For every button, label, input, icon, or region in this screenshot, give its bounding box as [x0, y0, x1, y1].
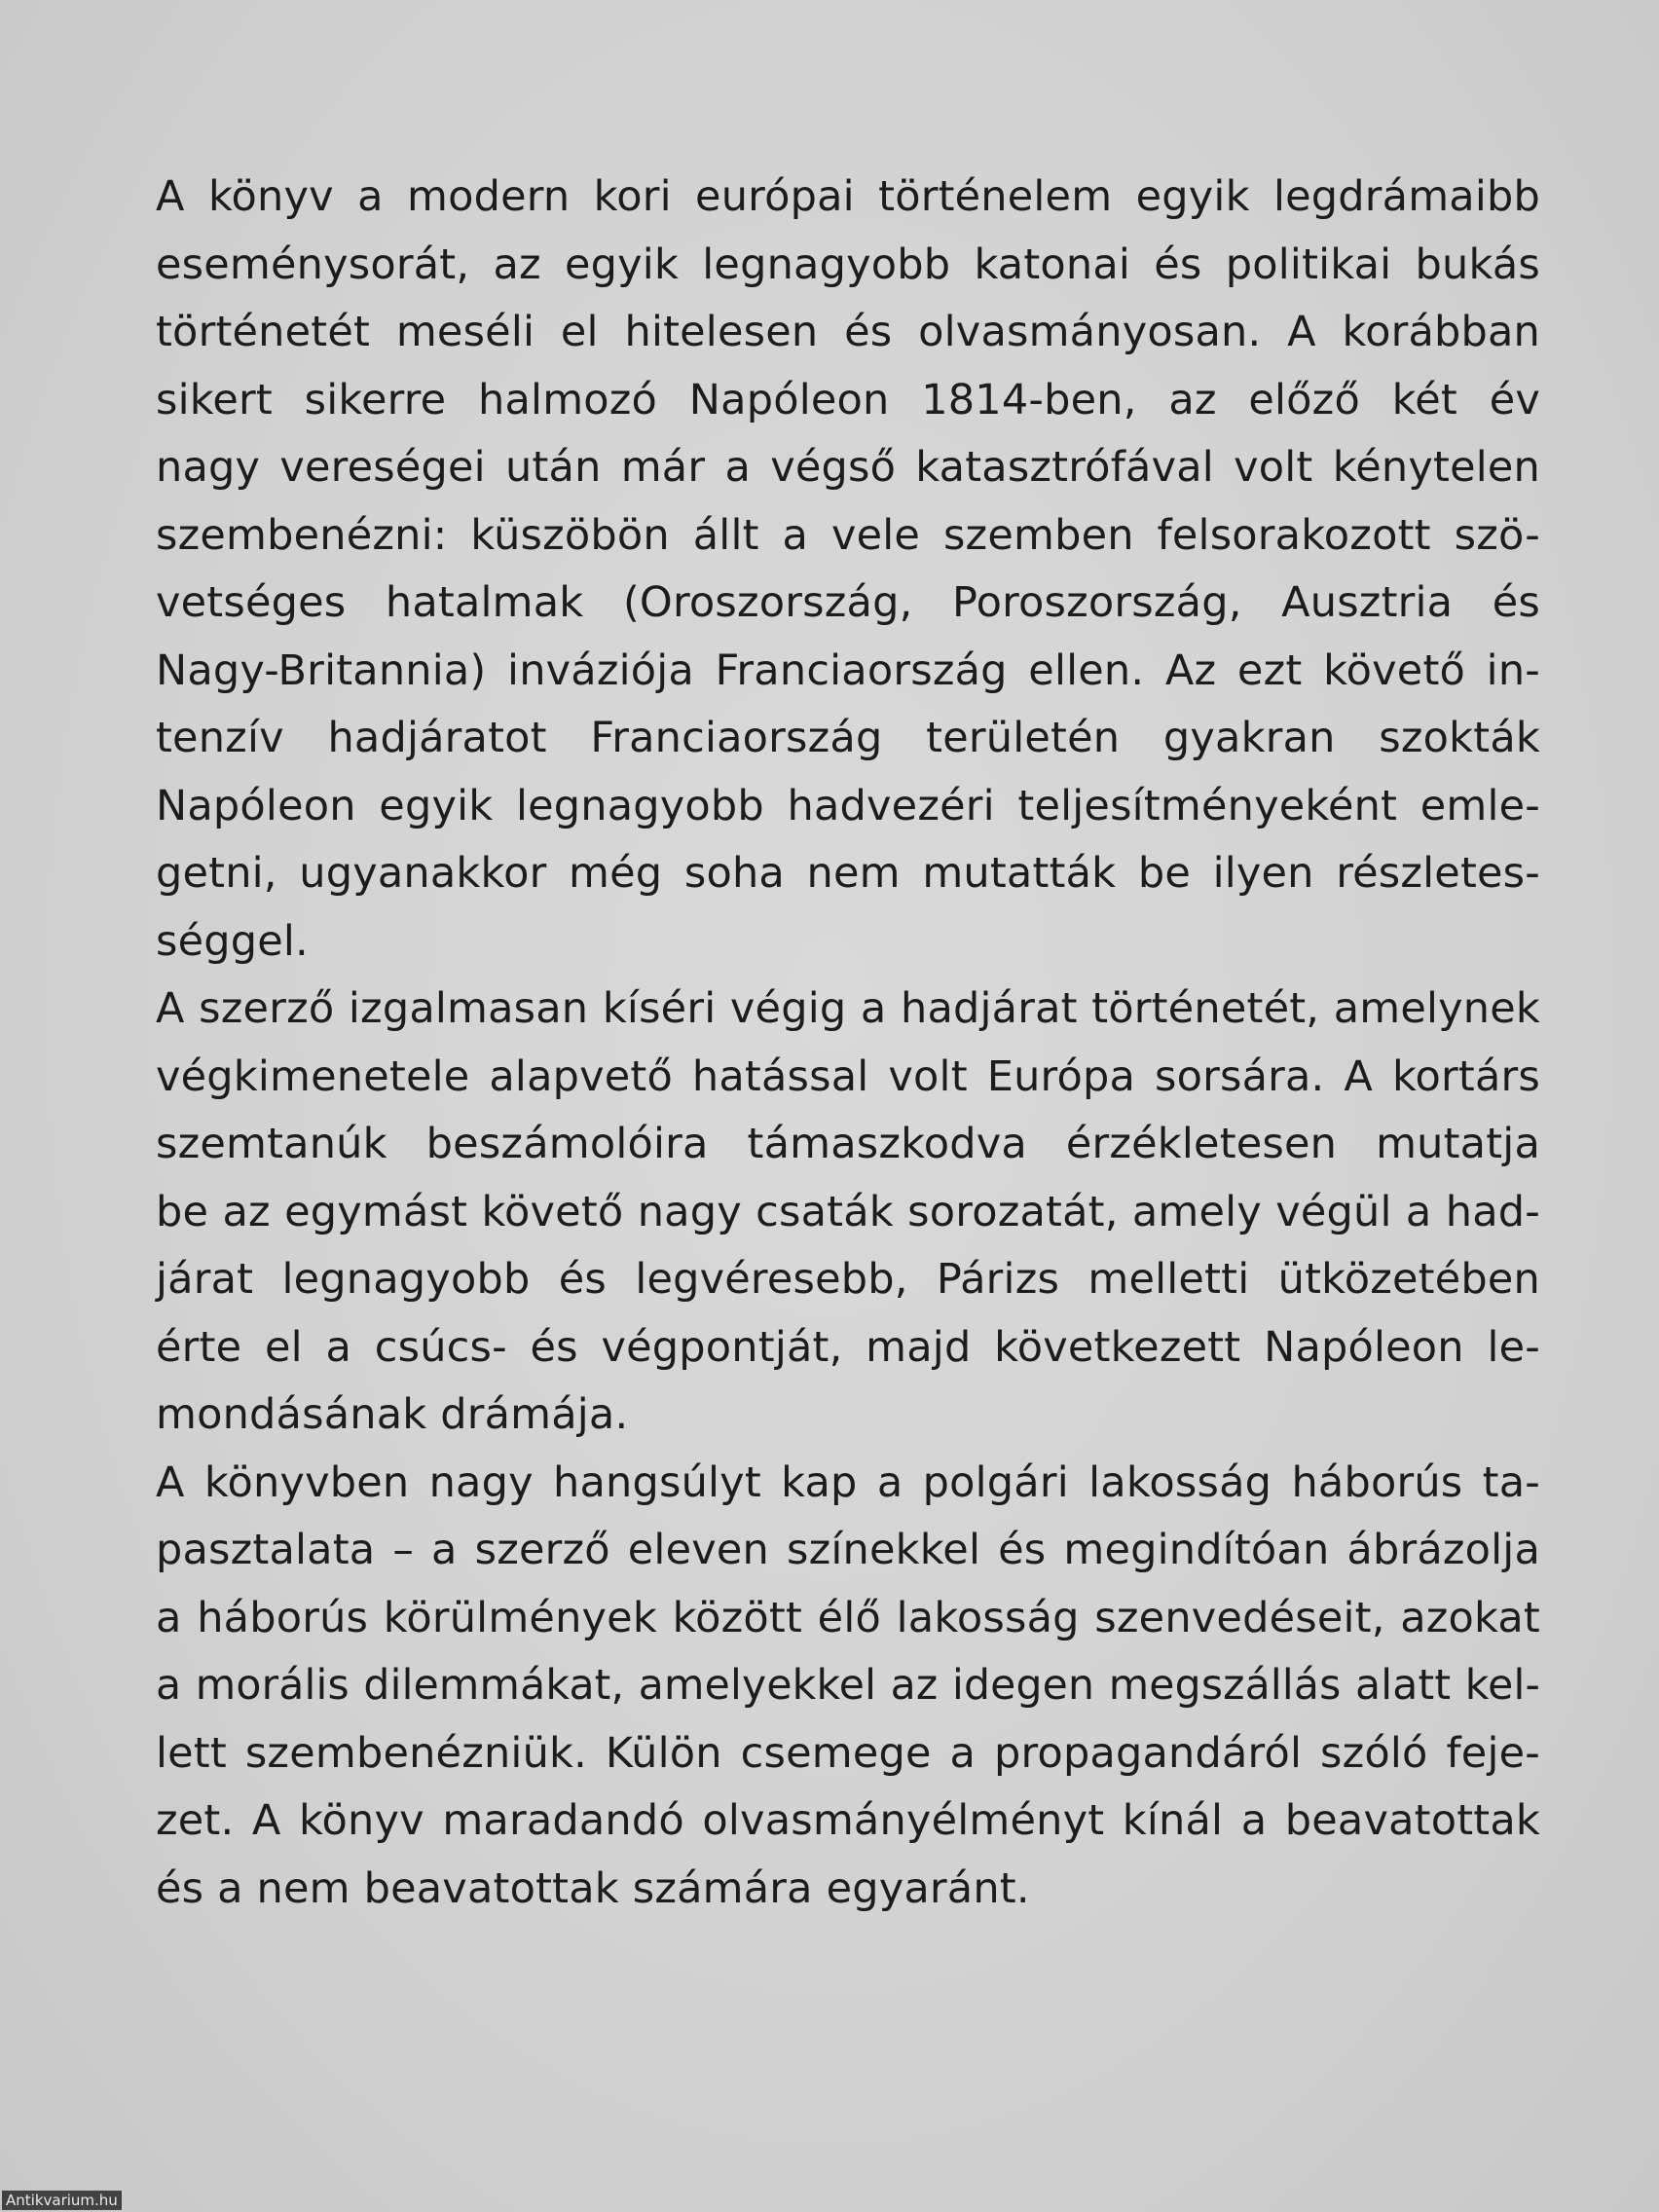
- text-line: zet. A könyv maradandó olvasmányélményt kínál a beavatottak: [156, 1796, 1540, 1845]
- watermark: Antikvarium.hu: [2, 2191, 122, 2210]
- paragraph-3: [156, 1450, 1540, 1924]
- text-line: szembenézni: küszöbön állt a vele szemben felsorakozott szö-: [156, 510, 1540, 560]
- text-line: nagy vereségei után már a végső katasztrófával volt kénytelen: [156, 443, 1540, 492]
- text-line: getni, ugyanakkor még soha nem mutatták be ilyen részletes-: [156, 849, 1540, 898]
- text-line: vetséges hatalmak (Oroszország, Poroszország, Ausztria és: [156, 578, 1540, 627]
- text-line: mondásának drámája.: [156, 1390, 629, 1439]
- text-line: végkimenetele alapvető hatással volt Európa sorsára. A kortárs: [156, 1051, 1540, 1101]
- text-line: A könyvben nagy hangsúlyt kap a polgári lakosság háborús ta-: [156, 1457, 1540, 1507]
- text-line: a morális dilemmákat, amelyekkel az idegen megszállás alatt kel-: [156, 1662, 1540, 1710]
- text-line: pasztalata – a szerző eleven színekkel és megindítóan ábrázolja: [156, 1526, 1540, 1574]
- text-line: eseménysorát, az egyik legnagyobb katonai és politikai bukás: [156, 240, 1540, 289]
- back-cover-text: [156, 164, 1540, 1923]
- paragraph-2: [156, 976, 1540, 1450]
- text-line: érte el a csúcs- és végpontját, majd következett Napóleon le-: [156, 1322, 1540, 1372]
- text-line: szemtanúk beszámolóira támaszkodva érzékletesen mutatja: [156, 1120, 1540, 1168]
- text-line: séggel.: [156, 916, 309, 966]
- text-line: a háborús körülmények között élő lakosság szenvedéseit, azokat: [156, 1593, 1540, 1642]
- text-line: lett szembenézniük. Külön csemege a propagandáról szóló feje-: [156, 1728, 1540, 1778]
- text-line: járat legnagyobb és legvéresebb, Párizs melletti ütközetében: [156, 1255, 1540, 1304]
- paragraph-1: [156, 164, 1540, 976]
- text-line: tenzív hadjáratot Franciaország területén gyakran szokták: [156, 714, 1540, 762]
- text-line: A könyv a modern kori európai történelem egyik legdrámaibb: [156, 172, 1540, 221]
- text-line: sikert sikerre halmozó Napóleon 1814-ben, az előző két év: [156, 375, 1540, 424]
- text-line: A szerző izgalmasan kíséri végig a hadjárat történetét, amelynek: [156, 984, 1540, 1033]
- text-line: be az egymást követő nagy csaták sorozatát, amely végül a had-: [156, 1187, 1540, 1236]
- text-line: Nagy-Britannia) inváziója Franciaország ellen. Az ezt követő in-: [156, 645, 1540, 695]
- text-line: és a nem beavatottak számára egyaránt.: [156, 1863, 1030, 1913]
- text-line: történetét meséli el hitelesen és olvasmányosan. A korábban: [156, 308, 1540, 356]
- text-line: Napóleon egyik legnagyobb hadvezéri teljesítményeként emle-: [156, 781, 1540, 830]
